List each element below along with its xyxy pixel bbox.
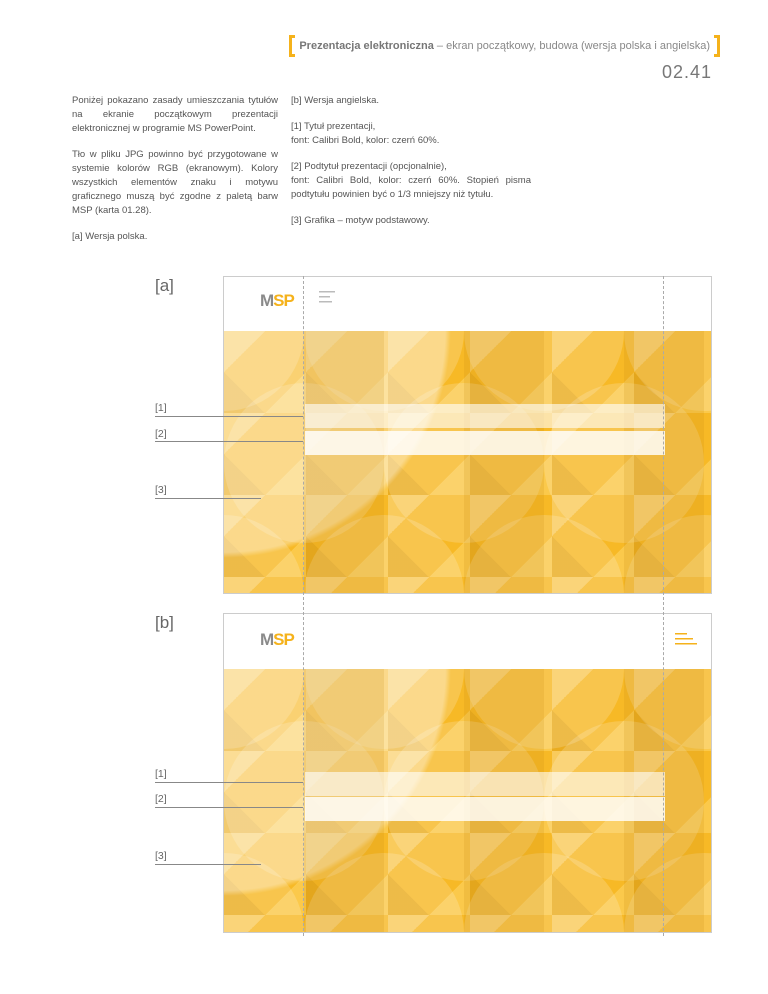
item-1-font: font: Calibri Bold, kolor: czerń 60%. bbox=[291, 135, 440, 146]
subtitle-band bbox=[305, 797, 665, 821]
item-1-note bbox=[291, 120, 531, 148]
motif-shapes bbox=[224, 331, 712, 594]
item-1-title: [1] Tytuł prezentacji, bbox=[291, 121, 376, 132]
page-header bbox=[289, 36, 720, 56]
leader-a-2 bbox=[155, 441, 303, 442]
callout-a-3: [3] bbox=[155, 484, 167, 496]
leader-b-3 bbox=[155, 864, 261, 865]
slide-header-area bbox=[224, 277, 711, 331]
bracket-left bbox=[289, 35, 295, 57]
title-band bbox=[305, 772, 665, 796]
intro-paragraph: Poniżej pokazano zasady umieszczania tytułów na ekranie początkowym prezentacji elektronicznej w programie MS PowerPoint. bbox=[72, 95, 278, 134]
left-column bbox=[72, 94, 278, 256]
msp-logo bbox=[260, 630, 294, 650]
item-2-font: font: Calibri Bold, kolor: czerń 60%. Stopień pisma podtytułu powinien być o 1/3 mniejszy niż tytułu. bbox=[291, 175, 531, 200]
version-b-note: [b] Wersja angielska. bbox=[291, 95, 380, 106]
background-paragraph: Tło w pliku JPG powinno być przygotowane w systemie kolorów RGB (ekranowym). Kolory wszystkich elementów znaku i motywu graficznego muszą być zgodne z paletą barw MSP (karta 01.28). bbox=[72, 149, 278, 216]
callout-b-1: [1] bbox=[155, 768, 167, 780]
item-3-note: [3] Grafika – motyw podstawowy. bbox=[291, 215, 430, 226]
callout-a-1: [1] bbox=[155, 402, 167, 414]
item-2-title: [2] Podtytuł prezentacji (opcjonalnie), bbox=[291, 161, 447, 172]
logo-tagline-graphic bbox=[319, 290, 339, 307]
page-number: 02.41 bbox=[661, 62, 712, 82]
callout-b-2: [2] bbox=[155, 793, 167, 805]
subtitle-band bbox=[305, 431, 665, 455]
bracket-right bbox=[714, 35, 720, 57]
item-2-note bbox=[291, 160, 531, 202]
guide-line-left bbox=[303, 276, 304, 936]
logo-m: M bbox=[260, 630, 274, 649]
header-title-rest: – ekran początkowy, budowa (wersja polska i angielska) bbox=[433, 40, 710, 52]
slide-header-area bbox=[224, 614, 711, 669]
section-label-a: [a] bbox=[155, 276, 174, 295]
callout-b-3: [3] bbox=[155, 850, 167, 862]
slide-preview-english bbox=[223, 613, 712, 933]
leader-b-1 bbox=[155, 782, 303, 783]
logo-tagline-graphic-en bbox=[675, 632, 701, 649]
background-motif bbox=[224, 331, 711, 593]
logo-m: M bbox=[260, 291, 274, 310]
background-motif bbox=[224, 669, 711, 932]
logo-sp: SP bbox=[273, 291, 294, 310]
callout-a-2: [2] bbox=[155, 428, 167, 440]
leader-b-2 bbox=[155, 807, 303, 808]
header-title bbox=[299, 40, 710, 52]
msp-logo bbox=[260, 291, 294, 311]
logo-tagline-lines bbox=[319, 290, 339, 306]
leader-a-3 bbox=[155, 498, 261, 499]
version-a-note: [a] Wersja polska. bbox=[72, 231, 148, 242]
logo-tagline-lines-en bbox=[675, 632, 701, 648]
logo-sp: SP bbox=[273, 630, 294, 649]
leader-a-1 bbox=[155, 416, 303, 417]
section-label-b: [b] bbox=[155, 613, 174, 632]
guide-line-right bbox=[663, 276, 664, 936]
title-band bbox=[305, 404, 665, 428]
slide-preview-polish bbox=[223, 276, 712, 594]
header-title-bold: Prezentacja elektroniczna bbox=[299, 40, 434, 52]
right-column bbox=[291, 94, 531, 240]
